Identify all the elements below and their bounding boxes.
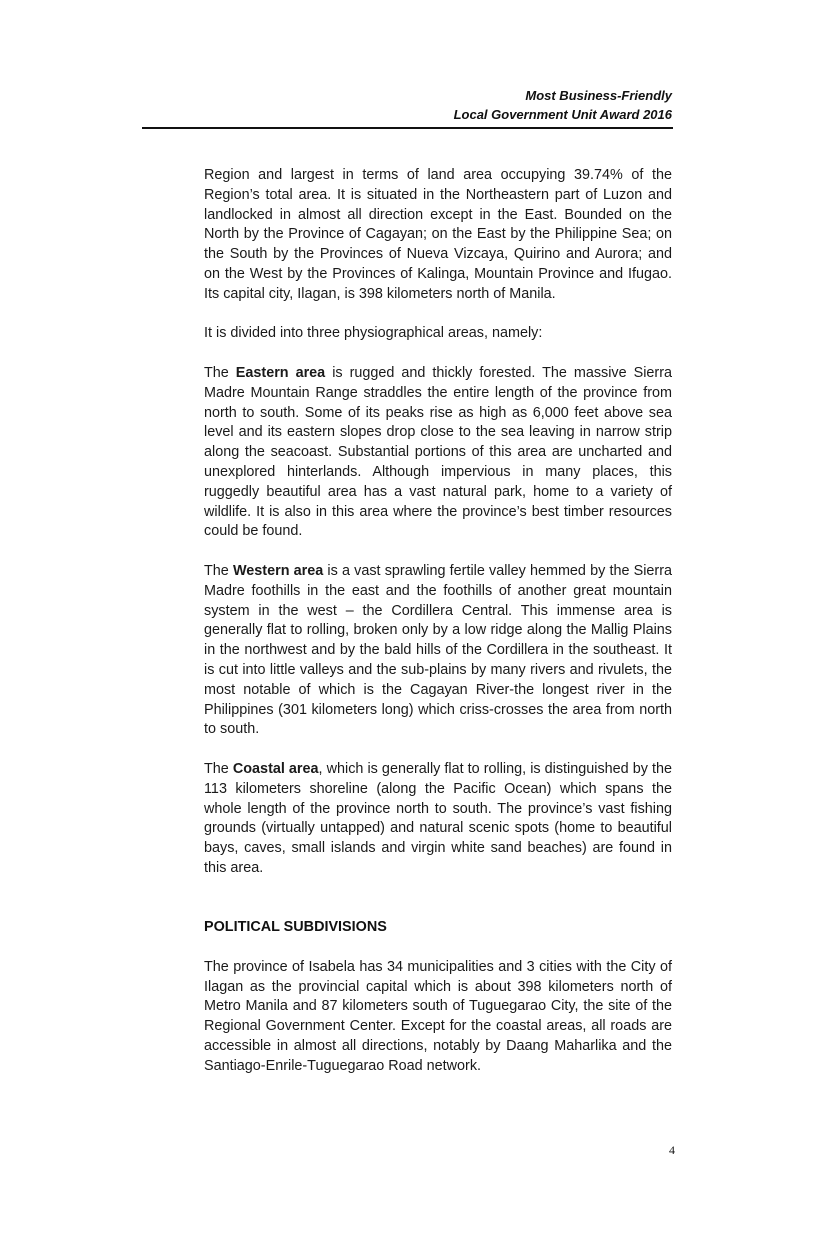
paragraph-intro-areas: It is divided into three physiographical areas, namely: (204, 325, 543, 342)
page-number: 4 (669, 1143, 675, 1157)
paragraph-coastal-area (204, 760, 672, 879)
section-heading-political-subdivisions: POLITICAL SUBDIVISIONS (204, 919, 387, 936)
body-text (204, 166, 672, 1077)
header-line-2: Local Government Unit Award 2016 (453, 107, 672, 122)
western-area-term: Western area (232, 562, 324, 579)
coastal-lead: The (204, 760, 233, 777)
paragraph-western-area (204, 562, 672, 740)
coastal-body: , which is generally flat to rolling, is distinguished by the 113 kilometers shoreline (along the Pacific Ocean) which spans the whole length of the province north to south. The province’s vast fishing grounds (virtually untapped) and natural scenic spots (home to beautiful bays, caves, small islands and virgin white sand beaches) are found in this area. (204, 760, 673, 876)
header-line-1: Most Business-Friendly (525, 88, 672, 103)
eastern-body: is rugged and thickly forested. The massive Sierra Madre Mountain Range straddles the entire length of the province from north to south. Some of its peaks rise as high as 6,000 feet above sea level and its eastern slopes drop close to the sea leaving in narrow strip along the seacoast. Substantial portions of this area are uncharted and unexplored hinterlands. Although impervious in many places, this ruggedly beautiful area has a vast natural park, home to a variety of wildlife. It is also in this area where the province’s best timber resources could be found. (204, 364, 673, 540)
paragraph-region: Region and largest in terms of land area occupying 39.74% of the Region’s total area. It is situated in the Northeastern part of Luzon and landlocked in almost all direction except in the East. Bounded on the North by the Province of Cagayan; on the East by the Philippine Sea; on the South by the Provinces of Nueva Vizcaya, Quirino and Aurora; and on the West by the Provinces of Kalinga, Mountain Province and Ifugao. Its capital city, Ilagan, is 398 kilometers north of Manila. (204, 167, 672, 302)
eastern-lead: The (204, 364, 236, 381)
eastern-area-term: Eastern area (235, 364, 326, 381)
header-rule (142, 127, 673, 129)
western-body: is a vast sprawling fertile valley hemmed by the Sierra Madre foothills in the east and the foothills of another great mountain system in the west – the Cordillera Central. This immense area is generally flat to rolling, broken only by a low ridge along the Mallig Plains in the northwest and by the bald hills of the Cordillera in the southeast. It is cut into little valleys and the sub-plains by many rivers and rivulets, the most notable of which is the Cagayan River-the longest river in the Philippines (301 kilometers long) which criss-crosses the area from north to south. (204, 562, 673, 738)
coastal-area-term: Coastal area (232, 760, 319, 777)
running-header (142, 86, 672, 124)
paragraph-eastern-area (204, 364, 672, 542)
paragraph-political-subdivisions: The province of Isabela has 34 municipalities and 3 cities with the City of Ilagan as the provincial capital which is about 398 kilometers north of Metro Manila and 87 kilometers south of Tuguegarao City, the site of the Regional Government Center. Except for the coastal areas, all roads are accessible in almost all directions, notably by Daang Maharlika and the Santiago-Enrile-Tuguegarao Road network. (204, 958, 672, 1074)
western-lead: The (204, 562, 233, 579)
